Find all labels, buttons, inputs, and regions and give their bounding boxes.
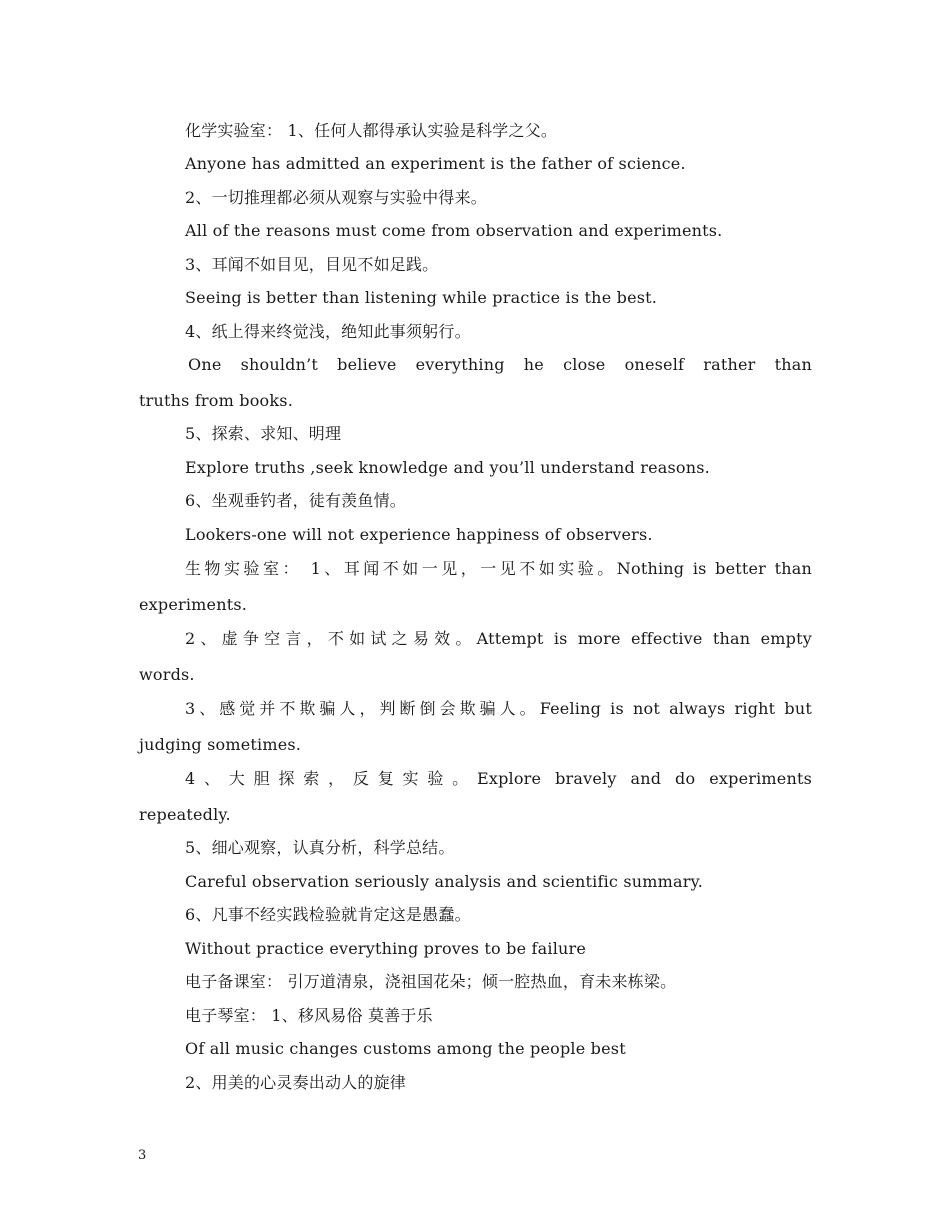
- text-line: 5、探索、求知、明理: [185, 424, 342, 443]
- page-number: 3: [138, 1148, 147, 1163]
- text-line: Explore truths ,seek knowledge and you’ll understand reasons.: [185, 458, 710, 477]
- text-line: 2、虚争空言，不如试之易效。Attempt is more effective than empty: [185, 629, 812, 648]
- text-line: 化学实验室： 1、任何人都得承认实验是科学之父。: [185, 121, 558, 140]
- text-line: repeatedly.: [139, 805, 231, 824]
- text-line: 生物实验室： 1、耳闻不如一见，一见不如实验。Nothing is better than: [185, 559, 812, 578]
- text-line: All of the reasons must come from observation and experiments.: [185, 221, 723, 240]
- text-line: 电子备课室： 引万道清泉，浇祖国花朵；倾一腔热血，育未来栋梁。: [185, 972, 677, 991]
- text-line: experiments.: [139, 595, 248, 614]
- text-line: 3、耳闻不如目见，目见不如足践。: [185, 255, 439, 274]
- text-line: truths from books.: [139, 391, 293, 410]
- text-line: words.: [139, 665, 195, 684]
- text-line: 3、感觉并不欺骗人，判断倒会欺骗人。Feeling is not always right but: [185, 699, 812, 718]
- text-line: judging sometimes.: [139, 735, 302, 754]
- text-line: Without practice everything proves to be failure: [185, 939, 587, 958]
- text-line: 4、大胆探索，反复实验。Explore bravely and do experiments: [185, 769, 812, 788]
- text-line: 2、一切推理都必须从观察与实验中得来。: [185, 188, 487, 207]
- text-line: 6、凡事不经实践检验就肯定这是愚蠢。: [185, 905, 471, 924]
- text-line: 电子琴室： 1、移风易俗 莫善于乐: [185, 1006, 433, 1025]
- text-line: Anyone has admitted an experiment is the father of science.: [185, 154, 686, 173]
- text-line: Careful observation seriously analysis and scientific summary.: [185, 872, 703, 891]
- text-line: One shouldn’t believe everything he close oneself rather than: [188, 355, 812, 374]
- text-line: Lookers-one will not experience happiness of observers.: [185, 525, 653, 544]
- text-line: 6、坐观垂钓者，徒有羡鱼情。: [185, 491, 406, 510]
- text-line: 2、用美的心灵奏出动人的旋律: [185, 1073, 406, 1092]
- text-line: Of all music changes customs among the people best: [185, 1039, 626, 1058]
- text-line: 5、细心观察，认真分析，科学总结。: [185, 838, 455, 857]
- text-line: 4、纸上得来终觉浅，绝知此事须躬行。: [185, 322, 471, 341]
- text-line: Seeing is better than listening while practice is the best.: [185, 288, 658, 307]
